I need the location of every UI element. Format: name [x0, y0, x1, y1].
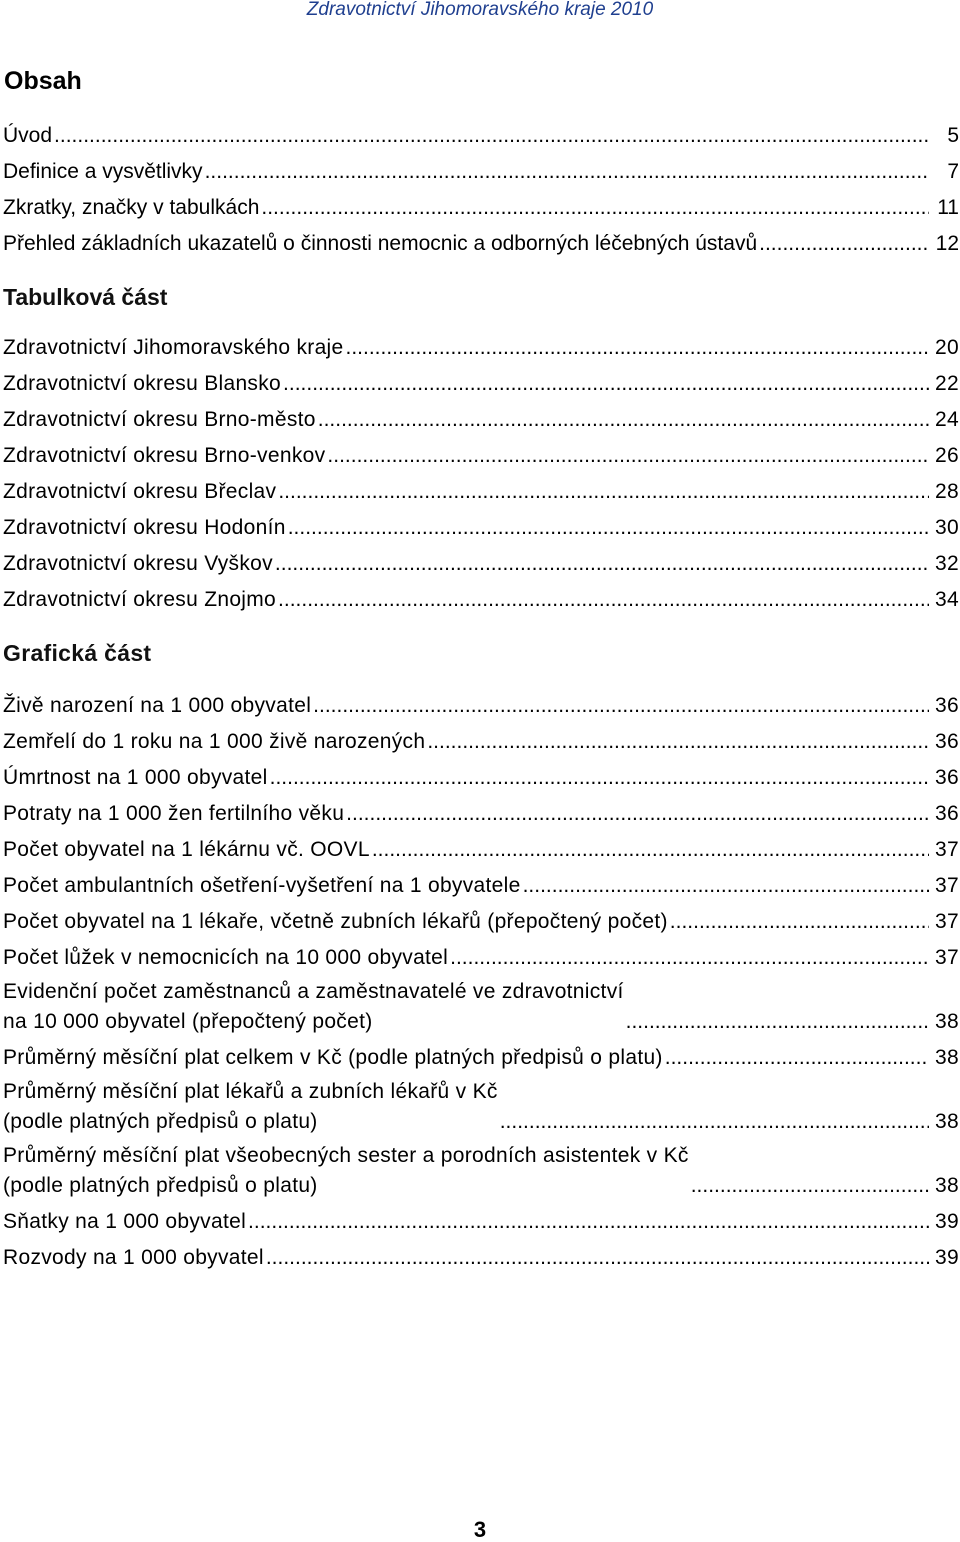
- toc-entry[interactable]: [3, 154, 959, 190]
- toc-entry-page: 38: [935, 1010, 959, 1033]
- toc-entry-label: Zemřelí do 1 roku na 1 000 živě narozených: [3, 730, 426, 753]
- toc-entry[interactable]: [3, 832, 959, 868]
- toc-entry-page: 11: [937, 196, 959, 219]
- toc-entry-label: Průměrný měsíční plat celkem v Kč (podle platných předpisů o platu): [3, 1046, 663, 1069]
- toc-entry-page: 36: [935, 730, 959, 753]
- toc-entry-page: 26: [935, 444, 959, 467]
- toc-entry-label-line1: Průměrný měsíční plat všeobecných sester a porodních asistentek v Kč: [3, 1144, 689, 1167]
- toc-entry-page: 37: [935, 946, 959, 969]
- toc-leader-dots: [275, 546, 929, 582]
- toc-entry[interactable]: [3, 226, 959, 262]
- toc-leader-dots: [427, 724, 929, 760]
- toc-entry[interactable]: [3, 402, 959, 438]
- toc-entry-label: Počet ambulantních ošetření-vyšetření na 1 obyvatele: [3, 874, 521, 897]
- toc-entry-page: 30: [935, 516, 959, 539]
- toc-entry-page: 22: [935, 372, 959, 395]
- toc-entry-label: Zdravotnictví okresu Břeclav: [3, 480, 277, 503]
- toc-entry-label: Zdravotnictví okresu Hodonín: [3, 516, 286, 539]
- toc-entry-page: 20: [935, 336, 959, 359]
- toc-entry-page: 32: [935, 552, 959, 575]
- toc-entry[interactable]: [3, 438, 959, 474]
- toc-entry-label: Zdravotnictví okresu Vyškov: [3, 552, 273, 575]
- toc-leader-dots: [278, 474, 929, 510]
- toc-leader-dots: [318, 402, 929, 438]
- toc-leader-dots: [346, 796, 929, 832]
- toc-entry-page: 37: [935, 838, 959, 861]
- toc-leader-dots: [327, 438, 929, 474]
- toc-entry-label: Definice a vysvětlivky: [3, 160, 203, 183]
- toc-entry-page: 39: [935, 1210, 959, 1233]
- toc-entry[interactable]: [3, 904, 959, 940]
- toc-entry[interactable]: [3, 1076, 959, 1140]
- toc-leader-dots: [372, 832, 929, 868]
- toc-graphic-list: [3, 688, 959, 1276]
- toc-entry-label-line2: na 10 000 obyvatel (přepočtený počet): [3, 1010, 373, 1033]
- toc-entry[interactable]: [3, 724, 959, 760]
- toc-entry-label: Zdravotnictví okresu Blansko: [3, 372, 282, 395]
- toc-entry[interactable]: [3, 1240, 959, 1276]
- toc-entry[interactable]: [3, 1040, 959, 1076]
- toc-entry-page: 36: [935, 694, 959, 717]
- toc-entry-page: 38: [935, 1046, 959, 1069]
- toc-leader-dots: [626, 1007, 929, 1037]
- toc-entry-label-line2: (podle platných předpisů o platu): [3, 1110, 318, 1133]
- toc-leader-dots: [313, 688, 929, 724]
- toc-entry-label: Počet obyvatel na 1 lékárnu vč. OOVL: [3, 838, 370, 861]
- toc-leader-dots: [266, 1240, 929, 1276]
- toc-leader-dots: [270, 760, 929, 796]
- toc-leader-dots: [346, 330, 930, 366]
- toc-leader-dots: [670, 904, 929, 940]
- toc-leader-dots: [261, 190, 929, 226]
- toc-entry[interactable]: [3, 474, 959, 510]
- toc-entry-label: Úvod: [3, 124, 53, 147]
- running-header: Zdravotnictví Jihomoravského kraje 2010: [306, 0, 654, 20]
- section-heading-graphic: Grafická část: [3, 640, 152, 666]
- toc-entry[interactable]: [3, 582, 959, 618]
- toc-entry-label: Zdravotnictví okresu Brno-město: [3, 408, 316, 431]
- toc-entry-label: Rozvody na 1 000 obyvatel: [3, 1246, 264, 1269]
- toc-tabular-list: [3, 330, 959, 618]
- toc-entry[interactable]: [3, 760, 959, 796]
- toc-entry-page: 12: [935, 232, 959, 255]
- toc-entry[interactable]: [3, 688, 959, 724]
- toc-leader-dots: [500, 1107, 929, 1137]
- toc-entry-page: 39: [935, 1246, 959, 1269]
- toc-entry-page: 37: [935, 910, 959, 933]
- section-heading-tabular: Tabulková část: [3, 284, 168, 310]
- toc-leader-dots: [288, 510, 929, 546]
- toc-entry[interactable]: [3, 546, 959, 582]
- toc-leader-dots: [665, 1040, 929, 1076]
- toc-entry-label: Počet obyvatel na 1 lékaře, včetně zubních lékařů (přepočtený počet): [3, 910, 668, 933]
- toc-entry-page: 24: [935, 408, 959, 431]
- toc-entry-label: Živě narození na 1 000 obyvatel: [3, 694, 312, 717]
- toc-leader-dots: [54, 118, 929, 154]
- toc-leader-dots: [205, 154, 929, 190]
- toc-entry[interactable]: [3, 940, 959, 976]
- toc-entry-label: Sňatky na 1 000 obyvatel: [3, 1210, 247, 1233]
- toc-entry-page: 28: [935, 480, 959, 503]
- toc-leader-dots: [450, 940, 929, 976]
- toc-entry-page: 38: [935, 1174, 959, 1197]
- toc-entry-label-line2: (podle platných předpisů o platu): [3, 1174, 318, 1197]
- toc-entry-page: 34: [935, 588, 959, 611]
- toc-entry[interactable]: [3, 796, 959, 832]
- toc-entry-label: Počet lůžek v nemocnicích na 10 000 obyvatel: [3, 946, 449, 969]
- toc-entry[interactable]: [3, 868, 959, 904]
- toc-entry-label: Zdravotnictví Jihomoravského kraje: [3, 336, 344, 359]
- toc-entry-label-line1: Průměrný měsíční plat lékařů a zubních lékařů v Kč: [3, 1080, 498, 1103]
- toc-entry-page: 7: [947, 160, 959, 183]
- toc-entry[interactable]: [3, 976, 959, 1040]
- toc-entry-label: Přehled základních ukazatelů o činnosti nemocnic a odborných léčebných ústavů: [3, 232, 758, 255]
- toc-entry-page: 38: [935, 1110, 959, 1133]
- toc-entry-label-line1: Evidenční počet zaměstnanců a zaměstnavatelé ve zdravotnictví: [3, 980, 624, 1003]
- toc-entry-label: Úmrtnost na 1 000 obyvatel: [3, 766, 268, 789]
- toc-title: Obsah: [4, 67, 82, 95]
- toc-entry-label: Zkratky, značky v tabulkách: [3, 196, 260, 219]
- toc-leader-dots: [691, 1171, 929, 1201]
- toc-entry-page: 36: [935, 766, 959, 789]
- toc-leader-dots: [248, 1204, 929, 1240]
- toc-entry-page: 5: [947, 124, 959, 147]
- toc-entry[interactable]: [3, 190, 959, 226]
- toc-entry-label: Zdravotnictví okresu Znojmo: [3, 588, 277, 611]
- toc-entry[interactable]: [3, 366, 959, 402]
- page-number: 3: [473, 1517, 487, 1542]
- toc-entry[interactable]: [3, 1140, 959, 1204]
- toc-leader-dots: [278, 582, 929, 618]
- toc-entry-label: Potraty na 1 000 žen fertilního věku: [3, 802, 345, 825]
- toc-entry[interactable]: [3, 510, 959, 546]
- toc-leader-dots: [759, 226, 929, 262]
- toc-entry-page: 36: [935, 802, 959, 825]
- toc-intro-list: [3, 118, 959, 262]
- toc-entry[interactable]: [3, 118, 959, 154]
- toc-leader-dots: [283, 366, 929, 402]
- toc-entry[interactable]: [3, 1204, 959, 1240]
- toc-leader-dots: [523, 868, 929, 904]
- toc-entry-page: 37: [935, 874, 959, 897]
- toc-entry[interactable]: [3, 330, 959, 366]
- toc-entry-label: Zdravotnictví okresu Brno-venkov: [3, 444, 326, 467]
